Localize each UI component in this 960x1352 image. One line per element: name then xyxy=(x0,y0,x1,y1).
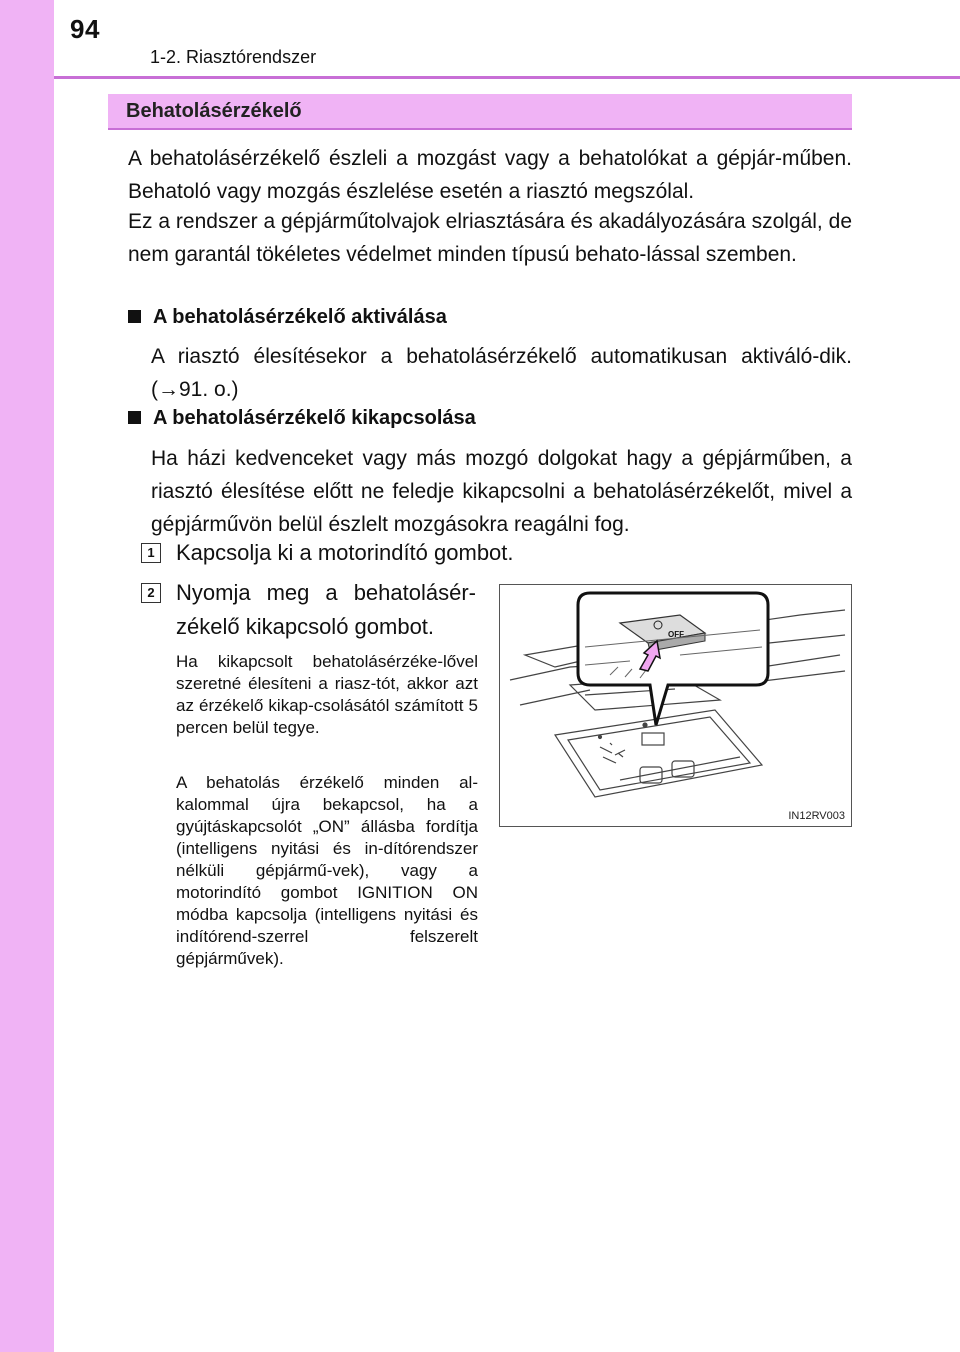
figure-code: IN12RV003 xyxy=(788,810,845,822)
intro-paragraph: A behatolásérzékelő észleli a mozgást vagy a behatolókat a gépjár-műben. Behatoló vagy mozgás észlelése esetén a riasztó megszólal. xyxy=(128,147,852,203)
bullet-square-icon xyxy=(128,310,141,323)
step-number-2: 2 xyxy=(141,583,161,603)
bullet-square-icon xyxy=(128,411,141,424)
step-number-1: 1 xyxy=(141,543,161,563)
note-arming-timing: Ha kikapcsolt behatolásérzéke-lővel szeretné élesíteni a riasz-tót, akkor azt az érzékelő kikap-csolásától számított 5 percen belül tegye. xyxy=(176,652,478,737)
off-button-label: OFF xyxy=(668,630,684,639)
subheading-deactivation xyxy=(128,407,476,430)
deactivation-paragraph: Ha házi kedvenceket vagy más mozgó dolgokat hagy a gépjárműben, a riasztó élesítése előtt ne feledje kikapcsolni a behatolásérzékelőt, mivel a gépjárművön belül észlelt mozgásokra reagálni fog. xyxy=(151,447,852,536)
overhead-console-illustration xyxy=(499,584,852,827)
section-heading-bar xyxy=(108,94,852,130)
page-number: 94 xyxy=(70,14,100,44)
step-1-text: Kapcsolja ki a motorindító gombot. xyxy=(176,540,514,565)
activation-paragraph: A riasztó élesítésekor a behatolásérzékelő automatikusan aktiváló-dik. (→91. o.) xyxy=(151,345,852,401)
subheading-deactivation-text: A behatolásérzékelő kikapcsolása xyxy=(153,407,476,429)
overhead-console-drawing xyxy=(500,585,852,827)
section-title: Behatolásérzékelő xyxy=(126,100,302,122)
step-2-text: Nyomja meg a behatolásér-zékelő kikapcsoló gombot. xyxy=(176,580,476,639)
subheading-activation xyxy=(128,306,447,329)
header-rule xyxy=(54,76,960,79)
disclaimer-paragraph: Ez a rendszer a gépjárműtolvajok elriasztására és akadályozására szolgál, de nem garantál tökéletes védelmet minden típusú behato-lással szemben. xyxy=(128,210,852,266)
chapter-title: 1-2. Riasztórendszer xyxy=(150,47,317,67)
side-tab-strip xyxy=(0,0,54,1352)
subheading-activation-text: A behatolásérzékelő aktiválása xyxy=(153,306,447,328)
note-auto-reenable: A behatolás érzékelő minden al-kalommal újra bekapcsol, ha a gyújtáskapcsolót „ON” állásba fordítja (intelligens nyitási és in-dítórendszer nélküli gépjármű-vek), vagy a motorindító gombot IGNITION ON módba kapcsolja (intelligens nyitási és indítórend-szerrel felszerelt gépjárművek). xyxy=(176,773,478,968)
